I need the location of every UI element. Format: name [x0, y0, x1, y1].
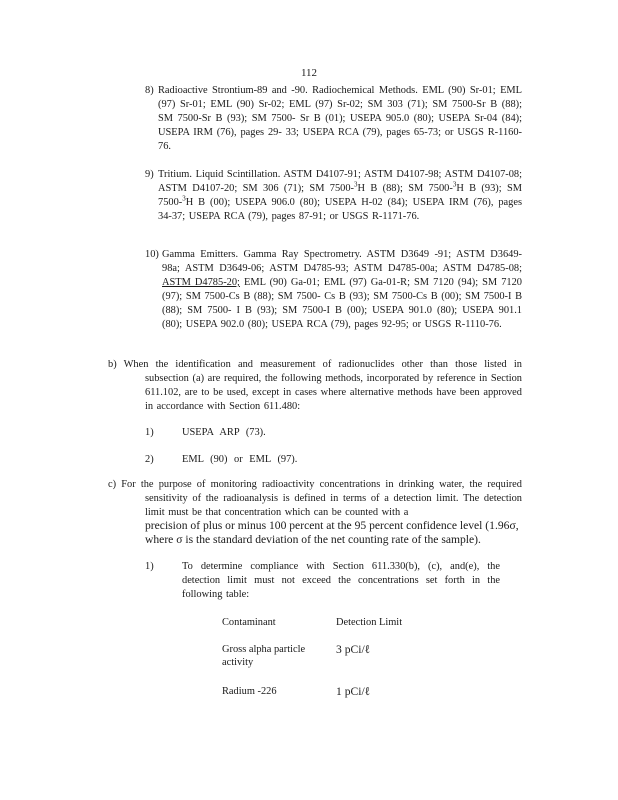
item-10-text: [162, 248, 522, 332]
table-row: [222, 643, 402, 685]
page-number: 112: [300, 67, 318, 79]
list-b-item-2-label: 2): [145, 454, 154, 465]
row-contaminant: Radium -226: [222, 686, 277, 697]
paragraph-c-part-b: precision of plus or minus 100 percent at the 95 percent confidence level (1.96σ, where σ is the standard deviation of the net counting rate of the sample).: [145, 519, 519, 546]
row-detection-limit: 1 pCi/ℓ: [336, 685, 371, 698]
table-row: [222, 685, 402, 698]
item-8-text: [158, 84, 522, 154]
item-10-label: 10): [145, 249, 159, 260]
item-8-body: Radioactive Strontium-89 and -90. Radiochemical Methods. EML (90) Sr-01; EML (97) Sr-01; EML (90) Sr-02; EML (97) Sr-02; SM 303 (71); SM 7500-Sr B (88); SM 7500-Sr B (93); SM 7500- Sr B (01); USEPA 905.0 (80); USEPA Sr-04 (84); USEPA IRM (76), pages 29- 33; USEPA RCA (79), pages 65-73; or USGS R-1160-76.: [158, 85, 522, 152]
list-b-item-1-text: USEPA ARP (73).: [182, 427, 266, 438]
item-c1-label: 1): [145, 561, 154, 572]
item-9-part-c: H B (93); SM 7500-: [158, 183, 522, 208]
table-header-row: [222, 616, 402, 643]
list-b-item-1-label: 1): [145, 427, 154, 438]
item-8-label: 8): [145, 85, 154, 96]
item-9-sup-3: 3: [182, 194, 186, 203]
item-9-part-d: H B (00); USEPA 906.0 (80); USEPA H-02 (84); USEPA IRM (76), pages 34-37; USEPA RCA (79), pages 87-91; or USGS R-1171-76.: [158, 197, 522, 222]
item-10-part-a: Gamma Emitters. Gamma Ray Spectrometry. ASTM D3649 -91; ASTM D3649-98a; ASTM D3649-06; ASTM D4785-93; ASTM D4785-00a; ASTM D4785-08;: [162, 249, 522, 274]
paragraph-c-part-a: c) For the purpose of monitoring radioactivity concentrations in drinking water, the required sensitivity of the radioanalysis is defined in terms of a detection limit. The detection limit must be that concentration which can be counted with a: [108, 479, 522, 518]
item-9-sup-1: 3: [354, 180, 358, 189]
header-contaminant: Contaminant: [222, 617, 276, 628]
item-10-part-b: EML (90) Ga-01; EML (97) Ga-01-R; SM 7120 (94); SM 7120 (97); SM 7500-Cs B (88); SM 7500- Cs B (93); SM 7500-Cs B (00); SM 7500-I B (88); SM 7500- I B (93); SM 7500-I B (00); USEPA 901.0 (80); USEPA 901.1 (80); USEPA 902.0 (80); USEPA RCA (79), pages 92-95; or USGS R-1110-76.: [162, 277, 522, 330]
item-c1-text: To determine compliance with Section 611.330(b), (c), and(e), the detection limit must not exceed the concentrations set forth in the following table:: [182, 561, 500, 600]
item-9-part-a: Tritium. Liquid Scintillation. ASTM D4107-91; ASTM D4107-98; ASTM D4107-08; ASTM D4107-20; SM 306 (71); SM 7500-: [158, 169, 522, 194]
item-9-label: 9): [145, 169, 154, 180]
item-10-underlined-amendment: ASTM D4785-20;: [162, 277, 240, 288]
item-9-part-b: H B (88); SM 7500-: [357, 183, 453, 194]
detection-limit-table: [222, 616, 402, 698]
row-contaminant: Gross alpha particle activity: [222, 644, 306, 668]
row-detection-limit: 3 pCi/ℓ: [336, 643, 371, 656]
item-9-sup-2: 3: [452, 180, 457, 189]
list-b-item-2-text: EML (90) or EML (97).: [182, 454, 298, 465]
item-9-text: [158, 168, 522, 224]
header-detection-limit: Detection Limit: [336, 617, 403, 628]
paragraph-b: b) When the identification and measurement of radionuclides other than those listed in subsection (a) are required, the following methods, incorporated by reference in Section 611.102, are to be used, except in cases where alternative methods have been approved in accordance with Section 611.480:: [108, 359, 522, 412]
